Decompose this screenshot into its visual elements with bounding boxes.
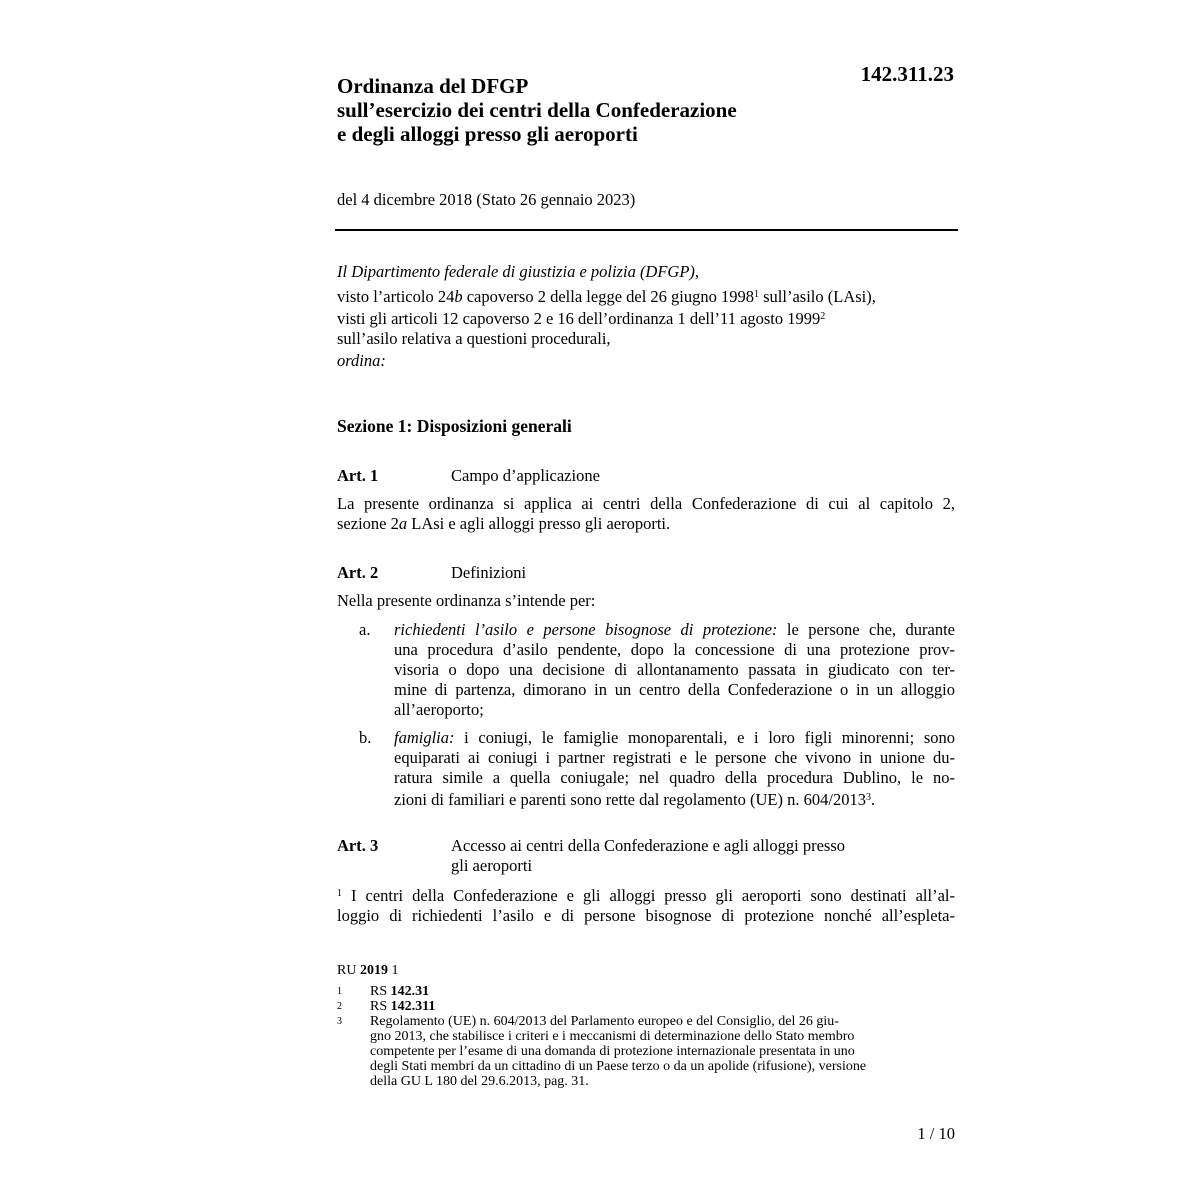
footnote-line: Regolamento (UE) n. 604/2013 del Parlamento europeo e del Consiglio, del 26 giu- bbox=[370, 1014, 839, 1029]
section-heading: Sezione 1: Disposizioni generali bbox=[337, 416, 572, 436]
article-label: Art. 3 bbox=[337, 836, 379, 855]
definition-text bbox=[394, 728, 955, 810]
body-line: La presente ordinanza si applica ai centri della Confederazione di cui al capitolo 2, bbox=[337, 494, 955, 513]
document-title bbox=[337, 74, 737, 146]
preamble-line: visto l’articolo 24b capoverso 2 della legge del 26 giugno 1998$^1$ sull’asilo (LAsi), bbox=[337, 287, 876, 306]
body-line: mine di partenza, dimorano in un centro della Confederazione o in un alloggio bbox=[394, 680, 955, 699]
title-line: sull’esercizio dei centri della Confederazione bbox=[337, 98, 737, 122]
body-line: zioni di familiari e parenti sono rette dal regolamento (UE) n. 604/2013$^3$. bbox=[394, 790, 876, 809]
footnote-number: 2 bbox=[337, 1001, 342, 1012]
preamble bbox=[337, 262, 957, 371]
header-divider bbox=[335, 229, 958, 231]
footnote-line: della GU L 180 del 29.6.2013, pag. 31. bbox=[370, 1074, 589, 1089]
footnote-text: RS 142.311 bbox=[370, 999, 436, 1014]
list-marker: b. bbox=[359, 728, 372, 747]
article-body bbox=[337, 884, 955, 926]
body-line: $^1$ I centri della Confederazione e gli alloggi presso gli aeroporti sono destinati all’al- bbox=[337, 886, 955, 905]
title-line: e degli alloggi presso gli aeroporti bbox=[337, 122, 638, 146]
body-line: richiedenti l’asilo e persone bisognose di protezione: le persone che, durante bbox=[394, 620, 955, 639]
official-collection-ref: RU 2019 1 bbox=[337, 963, 399, 978]
footnote-line: gno 2013, che stabilisce i criteri e i meccanismi di determinazione dello Stato membro bbox=[370, 1029, 855, 1044]
body-line: equiparati ai coniugi i partner registrati e le persone che vivono in unione du- bbox=[394, 748, 955, 767]
footnote-text bbox=[370, 1014, 950, 1089]
body-line: all’aeroporto; bbox=[394, 700, 484, 719]
title-line: gli aeroporti bbox=[451, 856, 533, 875]
preamble-enact: ordina: bbox=[337, 351, 386, 370]
article-label: Art. 2 bbox=[337, 563, 379, 582]
article-body bbox=[337, 494, 955, 534]
footnote-line: competente per l’esame di una domanda di protezione internazionale presentata in uno bbox=[370, 1044, 855, 1059]
footnote-number: 1 bbox=[337, 986, 342, 997]
document-date: del 4 dicembre 2018 (Stato 26 gennaio 2023) bbox=[337, 190, 636, 209]
body-line: sezione 2a LAsi e agli alloggi presso gli aeroporti. bbox=[337, 514, 671, 533]
footnote-ref[interactable]: 2 bbox=[820, 311, 826, 322]
document-number: 142.311.23 bbox=[860, 62, 954, 86]
list-marker: a. bbox=[359, 620, 371, 639]
body-line: visoria o dopo una decisione di allontanamento passata in giudicato con ter- bbox=[394, 660, 955, 679]
body-line: una procedura d’asilo pendente, dopo la concessione di una protezione prov- bbox=[394, 640, 955, 659]
body-line: loggio di richiedenti l’asilo e di persone bisognose di protezione nonché all’espleta- bbox=[337, 906, 955, 925]
article-label: Art. 1 bbox=[337, 466, 379, 485]
preamble-line: sull’asilo relativa a questioni procedurali, bbox=[337, 329, 611, 348]
body-line: famiglia: i coniugi, le famiglie monoparentali, e i loro figli minorenni; sono bbox=[394, 728, 955, 747]
page-number: 1 / 10 bbox=[917, 1124, 955, 1143]
article-title: Campo d’applicazione bbox=[451, 466, 600, 485]
preamble-authority: Il Dipartimento federale di giustizia e polizia (DFGP), bbox=[337, 262, 700, 281]
article-intro: Nella presente ordinanza s’intende per: bbox=[337, 591, 596, 610]
footnote-text: RS 142.31 bbox=[370, 984, 430, 999]
preamble-line: visti gli articoli 12 capoverso 2 e 16 dell’ordinanza 1 dell’11 agosto 1999$^2$ bbox=[337, 309, 826, 328]
footnote-line: degli Stati membri da un cittadino di un Paese terzo o da un apolide (rifusione), versione bbox=[370, 1059, 867, 1074]
title-line: Ordinanza del DFGP bbox=[337, 74, 529, 98]
article-title bbox=[451, 836, 845, 876]
footnote-ref[interactable]: 1 bbox=[754, 289, 760, 300]
definition-text bbox=[394, 620, 955, 720]
footnote-ref[interactable]: 3 bbox=[865, 792, 871, 803]
article-title: Definizioni bbox=[451, 563, 527, 582]
title-line: Accesso ai centri della Confederazione e agli alloggi presso bbox=[451, 836, 846, 855]
body-line: ratura simile a quella coniugale; nel quadro della procedura Dublino, le no- bbox=[394, 768, 955, 787]
paragraph-number: 1 bbox=[337, 888, 342, 899]
footnote-number: 3 bbox=[337, 1016, 342, 1027]
